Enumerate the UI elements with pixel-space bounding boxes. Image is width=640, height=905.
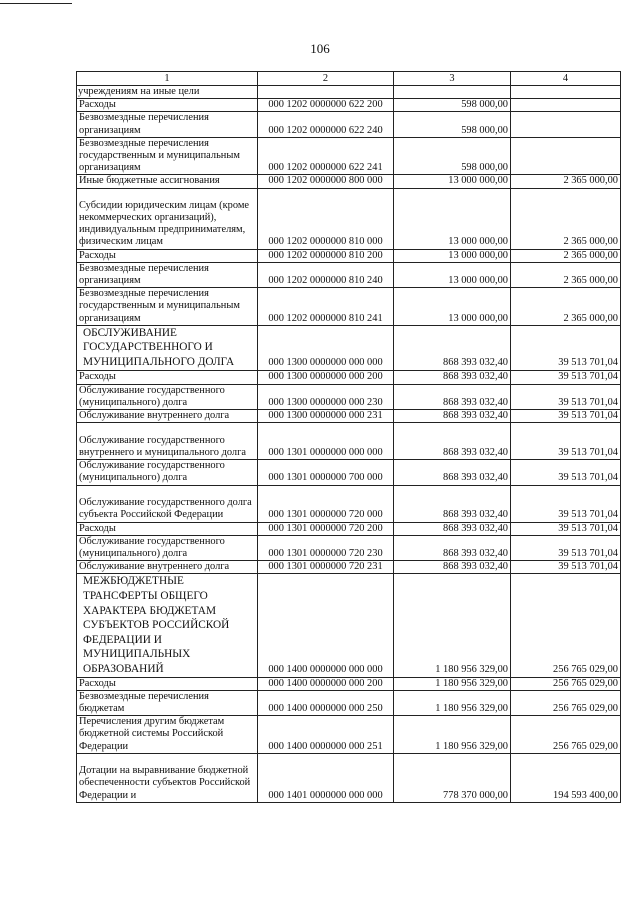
budget-classification-code: 000 1301 0000000 700 000 bbox=[258, 460, 394, 485]
budget-classification-code: 000 1300 0000000 000 000 bbox=[258, 325, 394, 370]
budget-classification-code: 000 1202 0000000 810 000 bbox=[258, 188, 394, 249]
budget-classification-code: 000 1400 0000000 000 250 bbox=[258, 690, 394, 715]
table-row bbox=[77, 485, 621, 522]
column-header-3: 3 bbox=[394, 72, 511, 86]
table-row bbox=[77, 188, 621, 249]
amount-approved: 598 000,00 bbox=[394, 99, 511, 112]
amount-approved: 868 393 032,40 bbox=[394, 535, 511, 560]
amount-executed: 39 513 701,04 bbox=[511, 410, 621, 423]
amount-executed: 194 593 400,00 bbox=[511, 753, 621, 802]
budget-classification-code: 000 1202 0000000 622 241 bbox=[258, 137, 394, 175]
budget-item-name: Обслуживание государственного внутреннего и муниципального долга bbox=[77, 423, 258, 460]
budget-item-name: Обслуживание внутреннего долга bbox=[77, 410, 258, 423]
amount-executed: 39 513 701,04 bbox=[511, 325, 621, 370]
budget-item-name: Расходы bbox=[77, 677, 258, 690]
budget-classification-code bbox=[258, 86, 394, 99]
column-header-1: 1 bbox=[77, 72, 258, 86]
amount-approved: 868 393 032,40 bbox=[394, 423, 511, 460]
budget-classification-code: 000 1400 0000000 000 200 bbox=[258, 677, 394, 690]
table-row bbox=[77, 325, 621, 370]
amount-approved: 1 180 956 329,00 bbox=[394, 716, 511, 754]
table-row bbox=[77, 423, 621, 460]
amount-executed: 256 765 029,00 bbox=[511, 690, 621, 715]
budget-classification-code: 000 1301 0000000 720 200 bbox=[258, 522, 394, 535]
amount-approved: 868 393 032,40 bbox=[394, 485, 511, 522]
budget-classification-code: 000 1301 0000000 720 230 bbox=[258, 535, 394, 560]
budget-table bbox=[76, 71, 621, 803]
amount-executed bbox=[511, 137, 621, 175]
table-row bbox=[77, 716, 621, 754]
table-row bbox=[77, 561, 621, 574]
budget-item-name: Субсидии юридическим лицам (кроме некоммерческих организаций), индивидуальным предпринимателям, физическим лицам bbox=[77, 188, 258, 249]
amount-executed: 39 513 701,04 bbox=[511, 522, 621, 535]
budget-classification-code: 000 1202 0000000 810 240 bbox=[258, 262, 394, 287]
amount-approved: 598 000,00 bbox=[394, 137, 511, 175]
amount-approved: 1 180 956 329,00 bbox=[394, 677, 511, 690]
amount-executed: 2 365 000,00 bbox=[511, 175, 621, 188]
amount-approved: 868 393 032,40 bbox=[394, 460, 511, 485]
budget-item-name: Перечисления другим бюджетам бюджетной системы Российской Федерации bbox=[77, 716, 258, 754]
column-header-4: 4 bbox=[511, 72, 621, 86]
amount-executed bbox=[511, 86, 621, 99]
amount-approved: 13 000 000,00 bbox=[394, 249, 511, 262]
amount-approved: 868 393 032,40 bbox=[394, 522, 511, 535]
amount-executed: 39 513 701,04 bbox=[511, 384, 621, 409]
amount-approved: 13 000 000,00 bbox=[394, 262, 511, 287]
budget-classification-code: 000 1202 0000000 800 000 bbox=[258, 175, 394, 188]
amount-approved: 868 393 032,40 bbox=[394, 370, 511, 384]
table-header-row bbox=[77, 72, 621, 86]
table-row bbox=[77, 535, 621, 560]
amount-executed: 256 765 029,00 bbox=[511, 574, 621, 677]
budget-classification-code: 000 1202 0000000 810 241 bbox=[258, 288, 394, 326]
page-number: 106 bbox=[310, 41, 330, 56]
amount-executed: 2 365 000,00 bbox=[511, 288, 621, 326]
amount-approved: 778 370 000,00 bbox=[394, 753, 511, 802]
budget-item-name: учреждениям на иные цели bbox=[77, 86, 258, 99]
budget-item-name: Обслуживание государственного долга субъекта Российской Федерации bbox=[77, 485, 258, 522]
amount-approved: 1 180 956 329,00 bbox=[394, 690, 511, 715]
table-row bbox=[77, 384, 621, 409]
amount-approved: 868 393 032,40 bbox=[394, 384, 511, 409]
budget-item-name: Безвозмездные перечисления организациям bbox=[77, 262, 258, 287]
amount-approved: 868 393 032,40 bbox=[394, 325, 511, 370]
amount-executed bbox=[511, 112, 621, 137]
amount-approved bbox=[394, 86, 511, 99]
amount-approved: 13 000 000,00 bbox=[394, 175, 511, 188]
amount-approved: 868 393 032,40 bbox=[394, 561, 511, 574]
budget-item-name: Дотации на выравнивание бюджетной обеспеченности субъектов Российской Федерации и bbox=[77, 753, 258, 802]
budget-item-name: Обслуживание государственного (муниципального) долга bbox=[77, 535, 258, 560]
amount-executed: 39 513 701,04 bbox=[511, 535, 621, 560]
table-row bbox=[77, 288, 621, 326]
budget-classification-code: 000 1202 0000000 622 200 bbox=[258, 99, 394, 112]
table-row bbox=[77, 249, 621, 262]
amount-approved: 598 000,00 bbox=[394, 112, 511, 137]
budget-item-name: Безвозмездные перечисления государственным и муниципальным организациям bbox=[77, 137, 258, 175]
budget-classification-code: 000 1301 0000000 000 000 bbox=[258, 423, 394, 460]
amount-approved: 13 000 000,00 bbox=[394, 288, 511, 326]
budget-classification-code: 000 1400 0000000 000 000 bbox=[258, 574, 394, 677]
table-row bbox=[77, 522, 621, 535]
amount-executed: 39 513 701,04 bbox=[511, 423, 621, 460]
budget-item-name: Расходы bbox=[77, 522, 258, 535]
table-row bbox=[77, 574, 621, 677]
amount-executed: 39 513 701,04 bbox=[511, 460, 621, 485]
page-top-rule bbox=[0, 3, 72, 4]
budget-classification-code: 000 1400 0000000 000 251 bbox=[258, 716, 394, 754]
budget-item-name: МЕЖБЮДЖЕТНЫЕ ТРАНСФЕРТЫ ОБЩЕГО ХАРАКТЕРА БЮДЖЕТАМ СУБЪЕКТОВ РОССИЙСКОЙ ФЕДЕРАЦИИ И МУНИЦИПАЛЬНЫХ ОБРАЗОВАНИЙ bbox=[77, 574, 258, 677]
amount-executed: 2 365 000,00 bbox=[511, 249, 621, 262]
table-row bbox=[77, 175, 621, 188]
table-row bbox=[77, 460, 621, 485]
budget-item-name: Безвозмездные перечисления бюджетам bbox=[77, 690, 258, 715]
table-row bbox=[77, 410, 621, 423]
budget-item-name: Расходы bbox=[77, 370, 258, 384]
table-row bbox=[77, 86, 621, 99]
amount-executed: 2 365 000,00 bbox=[511, 262, 621, 287]
amount-executed bbox=[511, 99, 621, 112]
budget-classification-code: 000 1300 0000000 000 231 bbox=[258, 410, 394, 423]
table-body bbox=[77, 86, 621, 803]
table-row bbox=[77, 370, 621, 384]
budget-classification-code: 000 1301 0000000 720 231 bbox=[258, 561, 394, 574]
budget-classification-code: 000 1202 0000000 622 240 bbox=[258, 112, 394, 137]
budget-classification-code: 000 1202 0000000 810 200 bbox=[258, 249, 394, 262]
table-row bbox=[77, 99, 621, 112]
amount-approved: 13 000 000,00 bbox=[394, 188, 511, 249]
budget-classification-code: 000 1300 0000000 000 230 bbox=[258, 384, 394, 409]
amount-executed: 256 765 029,00 bbox=[511, 716, 621, 754]
amount-executed: 39 513 701,04 bbox=[511, 370, 621, 384]
amount-executed: 39 513 701,04 bbox=[511, 485, 621, 522]
table-row bbox=[77, 112, 621, 137]
column-header-2: 2 bbox=[258, 72, 394, 86]
budget-item-name: Безвозмездные перечисления государственным и муниципальным организациям bbox=[77, 288, 258, 326]
budget-classification-code: 000 1300 0000000 000 200 bbox=[258, 370, 394, 384]
budget-item-name: Обслуживание внутреннего долга bbox=[77, 561, 258, 574]
budget-item-name: Расходы bbox=[77, 249, 258, 262]
amount-executed: 256 765 029,00 bbox=[511, 677, 621, 690]
budget-item-name: Обслуживание государственного (муниципального) долга bbox=[77, 384, 258, 409]
budget-item-name: Обслуживание государственного (муниципального) долга bbox=[77, 460, 258, 485]
table-row bbox=[77, 137, 621, 175]
amount-executed: 2 365 000,00 bbox=[511, 188, 621, 249]
amount-executed: 39 513 701,04 bbox=[511, 561, 621, 574]
table-row bbox=[77, 753, 621, 802]
budget-classification-code: 000 1301 0000000 720 000 bbox=[258, 485, 394, 522]
budget-classification-code: 000 1401 0000000 000 000 bbox=[258, 753, 394, 802]
table-row bbox=[77, 677, 621, 690]
budget-item-name: Иные бюджетные ассигнования bbox=[77, 175, 258, 188]
amount-approved: 868 393 032,40 bbox=[394, 410, 511, 423]
budget-item-name: Безвозмездные перечисления организациям bbox=[77, 112, 258, 137]
amount-approved: 1 180 956 329,00 bbox=[394, 574, 511, 677]
budget-item-name: Расходы bbox=[77, 99, 258, 112]
budget-item-name: ОБСЛУЖИВАНИЕ ГОСУДАРСТВЕННОГО И МУНИЦИПАЛЬНОГО ДОЛГА bbox=[77, 325, 258, 370]
table-row bbox=[77, 690, 621, 715]
table-row bbox=[77, 262, 621, 287]
